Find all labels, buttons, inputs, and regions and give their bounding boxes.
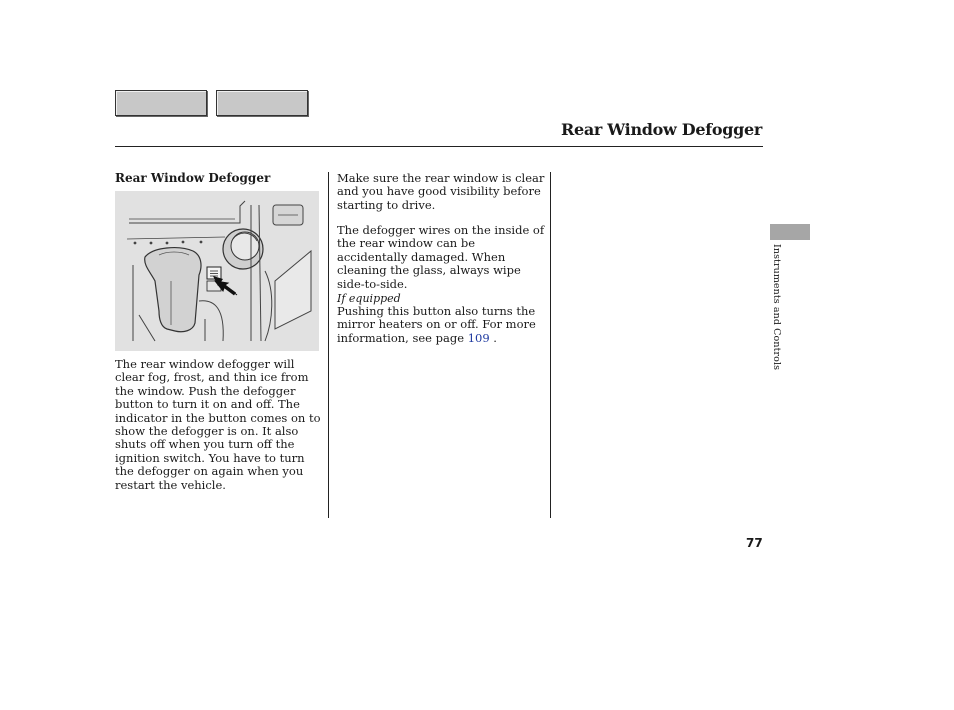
column-divider-2: [550, 172, 551, 518]
section-tab: [770, 224, 810, 240]
if-equipped-note: If equipped: [337, 292, 401, 305]
mirror-heaters-text: Pushing this button also turns the mirror heaters on or off. For more information, see page: [337, 304, 536, 345]
console-drawing-icon: [115, 191, 319, 351]
section-tab-label: Instruments and Controls: [771, 244, 782, 371]
column-divider-1: [328, 172, 329, 518]
section-heading: Rear Window Defogger: [115, 171, 271, 185]
wires-caution-paragraph: The defogger wires on the inside of the rear window can be accidentally damaged. When cleaning the glass, always wipe side-to-side.: [337, 223, 545, 291]
defogger-description: The rear window defogger will clear fog, frost, and thin ice from the window. Push the defogger button to turn it on and off. The indicator in the button comes on to show the defogger is on. It also shuts off when you turn off the ignition switch. You have to turn the defogger on again when you restart the vehicle.: [115, 357, 321, 492]
title-divider: [115, 146, 763, 147]
defogger-button-illustration: [115, 191, 319, 351]
page-title: Rear Window Defogger: [560, 120, 762, 139]
page-link-109[interactable]: 109: [467, 330, 490, 345]
page-number: 77: [746, 536, 763, 550]
mirror-heaters-end: .: [489, 330, 497, 345]
nav-button-2[interactable]: [216, 90, 308, 116]
nav-button-1[interactable]: [115, 90, 207, 116]
visibility-paragraph: Make sure the rear window is clear and you have good visibility before starting to drive.: [337, 171, 545, 212]
mirror-heaters-paragraph: [337, 305, 545, 345]
